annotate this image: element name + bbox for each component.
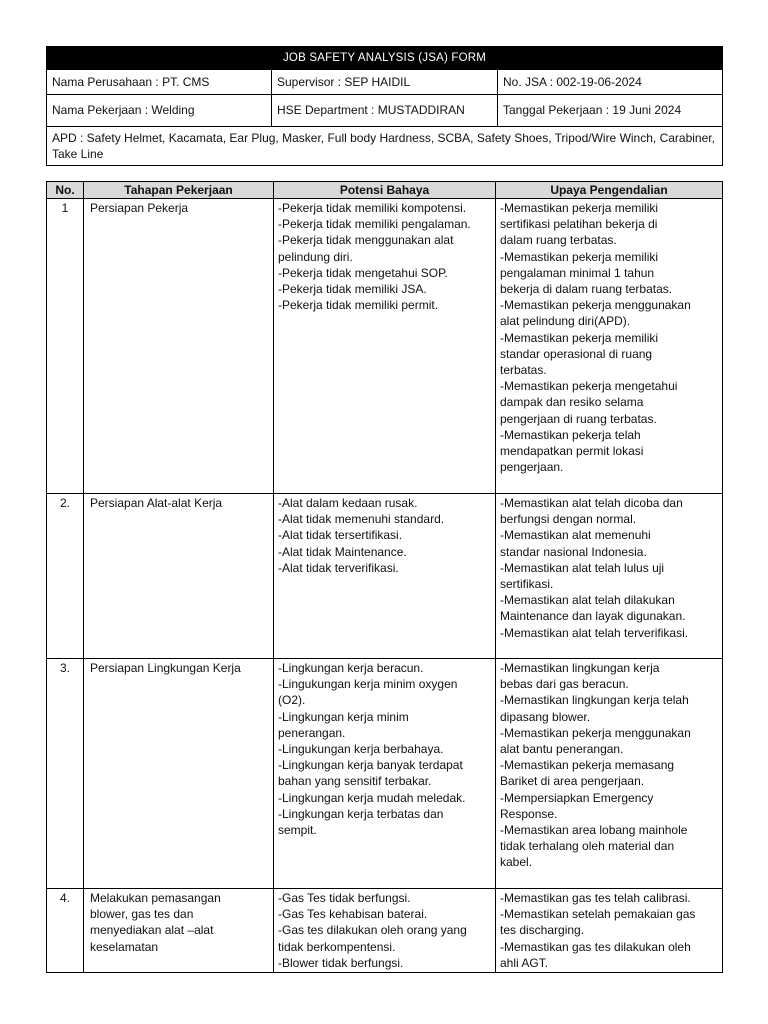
- control-cell-line: tes discharging.: [500, 923, 585, 938]
- work-step: [84, 659, 274, 889]
- control-cell-line: berfungsi dengan normal.: [500, 512, 637, 527]
- hazard-cell-line: sempit.: [278, 823, 317, 838]
- hazard-cell-line: -Gas Tes tidak berfungsi.: [278, 891, 411, 905]
- jsa-header-box: [46, 46, 723, 166]
- hazard-cell-line: -Alat tidak Maintenance.: [278, 544, 407, 559]
- control-cell-line: sertifikasi.: [500, 577, 554, 592]
- hazard-cell-line: -Alat tidak memenuhi standard.: [278, 512, 445, 527]
- hazard-cell-line: -Alat tidak tersertifikasi.: [278, 528, 403, 543]
- hazard-cell-line: bahan yang sensitif terbakar.: [278, 774, 432, 789]
- control-cell-line: Maintenance dan layak digunakan.: [500, 609, 686, 624]
- control-cell: [496, 199, 723, 494]
- hazard-cell-line: -Lingkungan kerja terbatas dan: [278, 806, 444, 821]
- column-header-hazard: Potensi Bahaya: [274, 182, 496, 199]
- hazard-cell-line: -Gas Tes kehabisan baterai.: [278, 907, 428, 922]
- control-cell-line: -Memastikan area lobang mainhole: [500, 823, 688, 838]
- table-header-row: [47, 182, 723, 199]
- control-cell-line: -Memastikan gas tes telah calibrasi.: [500, 891, 691, 905]
- control-cell-line: Bariket di area pengerjaan.: [500, 774, 645, 789]
- control-cell-line: standar operasional di ruang: [500, 346, 653, 361]
- control-cell: [496, 889, 723, 973]
- control-cell-line: sertifikasi pelatihan bekerja di: [500, 217, 658, 232]
- hazard-cell: [274, 889, 496, 973]
- hazard-cell-line: -Pekerja tidak memiliki JSA.: [278, 282, 427, 297]
- control-cell-line: -Memastikan alat telah dilakukan: [500, 593, 675, 608]
- hazard-cell-line: -Lingkungan kerja banyak terdapat: [278, 758, 463, 773]
- column-header-step: Tahapan Pekerjaan: [84, 182, 274, 199]
- control-cell-line: ahli AGT.: [500, 955, 549, 970]
- control-cell-line: alat pelindung diri(APD).: [500, 314, 631, 329]
- control-cell-line: -Memastikan alat telah terverifikasi.: [500, 625, 689, 640]
- hazard-cell-line: pelindung diri.: [278, 249, 353, 264]
- control-cell-line: -Memastikan pekerja memiliki: [500, 330, 659, 345]
- hazard-cell-line: -Pekerja tidak memiliki kompotensi.: [278, 201, 467, 215]
- control-cell-line: dalam ruang terbatas.: [500, 233, 617, 248]
- hazard-cell-line: (O2).: [278, 693, 306, 708]
- apd-list: APD : Safety Helmet, Kacamata, Ear Plug, Masker, Full body Hardness, SCBA, Safety Shoes, Tripod/Wire Winch, Carabiner, Take Line: [47, 127, 723, 166]
- control-cell-line: -Memastikan pekerja telah: [500, 427, 641, 442]
- job-date: Tanggal Pekerjaan : 19 Juni 2024: [498, 95, 723, 127]
- control-cell-line: -Memastikan setelah pemakaian gas: [500, 907, 696, 922]
- control-cell-line: alat bantu penerangan.: [500, 742, 624, 757]
- control-cell-line: tidak terhalang oleh material dan: [500, 839, 675, 854]
- work-step: [84, 199, 274, 494]
- jsa-number: No. JSA : 002-19-06-2024: [498, 70, 723, 95]
- hazard-cell-line: -Lingkungan kerja beracun.: [278, 661, 424, 675]
- control-cell-line: mendapatkan permit lokasi: [500, 444, 644, 459]
- hazard-cell-line: -Pekerja tidak mengetahui SOP.: [278, 265, 448, 280]
- hazard-cell-line: -Pekerja tidak menggunakan alat: [278, 233, 454, 248]
- control-cell-line: -Memastikan pekerja memasang: [500, 758, 675, 773]
- row-number: 4.: [47, 889, 84, 973]
- table-row: [47, 659, 723, 889]
- control-cell-line: -Memastikan lingkungan kerja: [500, 661, 660, 675]
- control-cell-line: standar nasional Indonesia.: [500, 544, 647, 559]
- hazard-cell-line: -Lingkungan kerja mudah meledak.: [278, 790, 466, 805]
- control-cell-line: dampak dan resiko selama: [500, 395, 644, 410]
- form-title: JOB SAFETY ANALYSIS (JSA) FORM: [47, 47, 723, 70]
- control-cell-line: Response.: [500, 806, 558, 821]
- hazard-cell: [274, 659, 496, 889]
- hazard-cell-line: -Gas tes dilakukan oleh orang yang: [278, 923, 467, 938]
- control-cell-line: bebas dari gas beracun.: [500, 677, 629, 692]
- company-name: Nama Perusahaan : PT. CMS: [47, 70, 272, 95]
- control-cell-line: -Mempersiapkan Emergency: [500, 790, 654, 805]
- hazard-cell-line: -Alat tidak terverifikasi.: [278, 560, 399, 575]
- hazard-cell-line: tidak berkompentensi.: [278, 939, 396, 954]
- job-name: Nama Pekerjaan : Welding: [47, 95, 272, 127]
- column-header-control: Upaya Pengendalian: [496, 182, 723, 199]
- control-cell-line: -Memastikan gas tes dilakukan oleh: [500, 939, 691, 954]
- control-cell-line: terbatas.: [500, 363, 547, 378]
- table-row: [47, 494, 723, 659]
- work-step-line: menyediakan alat –alat: [90, 923, 214, 938]
- hazard-cell-line: -Blower tidak berfungsi.: [278, 955, 404, 970]
- control-cell-line: -Memastikan alat telah dicoba dan: [500, 496, 683, 510]
- control-cell-line: -Memastikan pekerja menggunakan: [500, 298, 691, 313]
- hazard-cell-line: -Alat dalam kedaan rusak.: [278, 496, 418, 510]
- control-cell-line: pengerjaan.: [500, 460, 564, 475]
- work-step-line: Persiapan Alat-alat Kerja: [90, 496, 223, 510]
- control-cell: [496, 494, 723, 659]
- control-cell-line: -Memastikan lingkungan kerja telah: [500, 693, 689, 708]
- work-step-line: blower, gas tes dan: [90, 907, 194, 922]
- supervisor-name: Supervisor : SEP HAIDIL: [272, 70, 498, 95]
- control-cell: [496, 659, 723, 889]
- control-cell-line: dipasang blower.: [500, 709, 591, 724]
- row-number: 1: [47, 199, 84, 494]
- work-step-line: keselamatan: [90, 939, 159, 954]
- work-step: [84, 889, 274, 973]
- control-cell-line: pengalaman minimal 1 tahun: [500, 265, 655, 280]
- control-cell-line: -Memastikan pekerja memiliki: [500, 249, 659, 264]
- control-cell-line: -Memastikan pekerja menggunakan: [500, 725, 691, 740]
- table-row: [47, 889, 723, 973]
- hazard-cell-line: -Pekerja tidak memiliki pengalaman.: [278, 217, 471, 232]
- hazard-cell-line: -Lingukungan kerja minim oxygen: [278, 677, 458, 692]
- work-step-line: Melakukan pemasangan: [90, 891, 221, 905]
- control-cell-line: bekerja di dalam ruang terbatas.: [500, 282, 673, 297]
- control-cell-line: -Memastikan pekerja mengetahui: [500, 379, 678, 394]
- hazard-cell: [274, 494, 496, 659]
- control-cell-line: kabel.: [500, 855, 533, 870]
- hazard-cell: [274, 199, 496, 494]
- work-step-line: Persiapan Pekerja: [90, 201, 189, 215]
- hazard-cell-line: -Lingkungan kerja minim: [278, 709, 409, 724]
- row-number: 3.: [47, 659, 84, 889]
- control-cell-line: pengerjaan di ruang terbatas.: [500, 411, 657, 426]
- column-header-no: No.: [47, 182, 84, 199]
- row-number: 2.: [47, 494, 84, 659]
- table-row: [47, 199, 723, 494]
- hazard-cell-line: penerangan.: [278, 725, 346, 740]
- work-step-line: Persiapan Lingkungan Kerja: [90, 661, 241, 675]
- hazard-cell-line: -Pekerja tidak memiliki permit.: [278, 298, 439, 313]
- control-cell-line: -Memastikan pekerja memiliki: [500, 201, 659, 215]
- jsa-table: [46, 181, 723, 973]
- hazard-cell-line: -Lingukungan kerja berbahaya.: [278, 742, 444, 757]
- control-cell-line: -Memastikan alat memenuhi: [500, 528, 651, 543]
- control-cell-line: -Memastikan alat telah lulus uji: [500, 560, 665, 575]
- work-step: [84, 494, 274, 659]
- hse-department: HSE Department : MUSTADDIRAN: [272, 95, 498, 127]
